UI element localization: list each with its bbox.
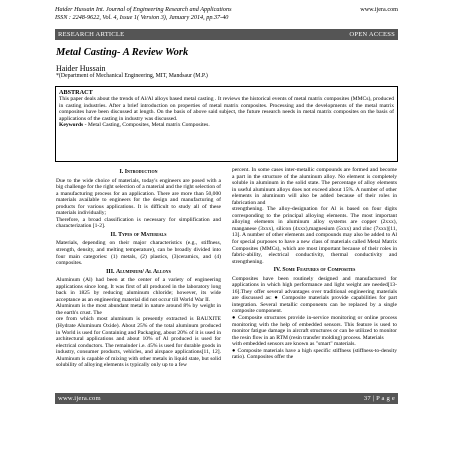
article-type-label: RESEARCH ARTICLE — [58, 31, 125, 38]
section-title: Types of Materials — [118, 231, 167, 238]
section-title: Some Features of Composites — [282, 267, 356, 274]
keywords-label: Keywords — [59, 122, 84, 129]
article-type-band — [55, 29, 398, 40]
open-access-label: OPEN ACCESS — [349, 31, 395, 38]
body-paragraph: Materials, depending on their major characteristics (e.g., stiffness, strength, density, and melting temperature), can be broadly divided into four main categories: (1) metals, (2) plastics, (3)ceramics, and (4) composites. — [56, 240, 221, 267]
abstract-box — [55, 86, 398, 162]
section-title: Introduction — [124, 169, 158, 175]
body-paragraph: Aluminum (Al) had been at the center of a variety of engineering applications since long. It was first of all produced in the laboratory long back in 1825 by reducing aluminum chloride; however, its wide acceptance as an engineering material did not occur till World War II. — [56, 277, 221, 303]
body-paragraph: Due to the wide choice of materials, today's engineers are posed with a big challenge for the right selection of a material and the right selection of a manufacturing process for an application. There are more than 50,000 materials available to engineers for the design and manufacturing of products for various applications. It is difficult to study all of these materials individually; — [56, 177, 221, 217]
section-number: III. — [106, 268, 115, 275]
body-paragraph: Therefore, a broad classification is necessary for simplification and characterization [1-2]. — [56, 216, 221, 230]
section-number: IV. — [273, 267, 281, 274]
abstract-heading: ABSTRACT — [59, 89, 93, 96]
section-number: I. — [119, 169, 124, 175]
body-paragraph: with embedded sensors are known as "smart" materials. — [232, 341, 356, 348]
abstract-text: This paper deals about the trends of Al/Al alloys based metal casting . It reviews the historical events of metal matrix composites (MMCs), produced in casting industries. After a brief introduction on properties of metal matrix composites. Processing and the developments of the metal matrix composites have been discussed at length. On the basis of above said subject, the future research needs in metal matrix composites on the basis of applications of the casting in industry was discussed. — [59, 96, 394, 122]
author-affiliation: *(Department of Mechanical Engineering, MIT, Mandsaur (M.P.) — [56, 73, 208, 79]
journal-url[interactable]: www.ijera.com — [360, 6, 398, 13]
section-title: Aluminium/ Al Alloys — [115, 268, 171, 275]
section-heading — [56, 232, 221, 239]
body-paragraph: ore from which most aluminum is presently extracted is BAUXITE (Hydrate Aluminum Oxide). About 25% of the total aluminum produced in World is used for Containing and Packaging, about 20% of it is used in architectural applications and about 10% of Al produced is used for electrical conductors. The remainder i.e. 45% is used for durable goods in industry, consumer products, vehicles, and airspace applications[11, 12]. Aluminum is capable of mixing with other metals in liquid state, but solid solubility of alloying elements is typically only up to a few — [56, 316, 221, 369]
section-heading — [56, 169, 221, 176]
body-paragraph: ● Composite materials have a high specific stiffness (stiffness-to-density ratio). Composites offer the — [232, 347, 397, 361]
section-heading — [232, 267, 397, 274]
journal-citation: Haider Hussain Int. Journal of Engineering Research and Applications — [55, 6, 232, 13]
journal-header — [55, 6, 398, 21]
issn-line: ISSN : 2248-9622, Vol. 4, Issue 1( Version 3), January 2014, pp.37-40 — [55, 13, 229, 21]
paper-author: Haider Hussain — [56, 64, 106, 73]
footer-band — [55, 393, 398, 404]
footer-url[interactable]: www.ijera.com — [58, 395, 101, 402]
keywords-text: - Metal Casting, Composites, Metal matrix Composites. — [83, 122, 210, 129]
section-number: II. — [110, 231, 117, 238]
body-paragraph: Composites have been routinely designed and manufactured for applications in which high performance and light weight are needed[13-16].They offer several advantages over traditional engineering materials are discussed as: ● Composite materials provide capabilities for part integration. Several metallic components can be replaced by a single composite component. — [232, 275, 397, 315]
body-paragraph: ● Composite structures provide in-service monitoring or online process monitoring with the help of embedded sensors. This feature is used to monitor fatigue damage in aircraft structures or can be utilized to monitor the resin flow in an RTM (resin transfer molding) process. Materials — [232, 315, 397, 341]
left-column — [56, 167, 221, 369]
keywords-line — [59, 122, 394, 129]
body-paragraph: Aluminum is the most abundant metal in nature around 8% by weight in the earth's crust. The — [56, 303, 221, 316]
paper-title: Metal Casting- A Review Work — [56, 47, 189, 58]
body-paragraph: percent. In some cases inter-metallic compounds are formed and become a part in the structure of the aluminum alloy. No element is completely soluble in aluminum in the solid state. The percentage of alloy elements in useful aluminum alloys does not exceed about 15%. A number of other elements in aluminum will also be added because of their roles in fabrication and — [232, 167, 397, 206]
body-paragraph: strengthening. The alloy-designation for Al is based on four digits corresponding to the principal alloying elements. The most important alloying elements in aluminum alloy systems are copper (2xxx), manganese (3xxx), silicon (4xxx),magnesium (5xxx) and zinc (7xxx)[11, 13]. A number of other elements and compounds may also be added to Al for special purposes to have a new class of materials called Metal Matrix Composites (MMCs), which are most important because of their roles in fabric-ability, electrical conductivity, thermal conductivity and strengthening. — [232, 206, 397, 265]
section-heading — [56, 269, 221, 276]
page-number: 37 | P a g e — [363, 395, 395, 402]
right-column — [232, 167, 397, 361]
